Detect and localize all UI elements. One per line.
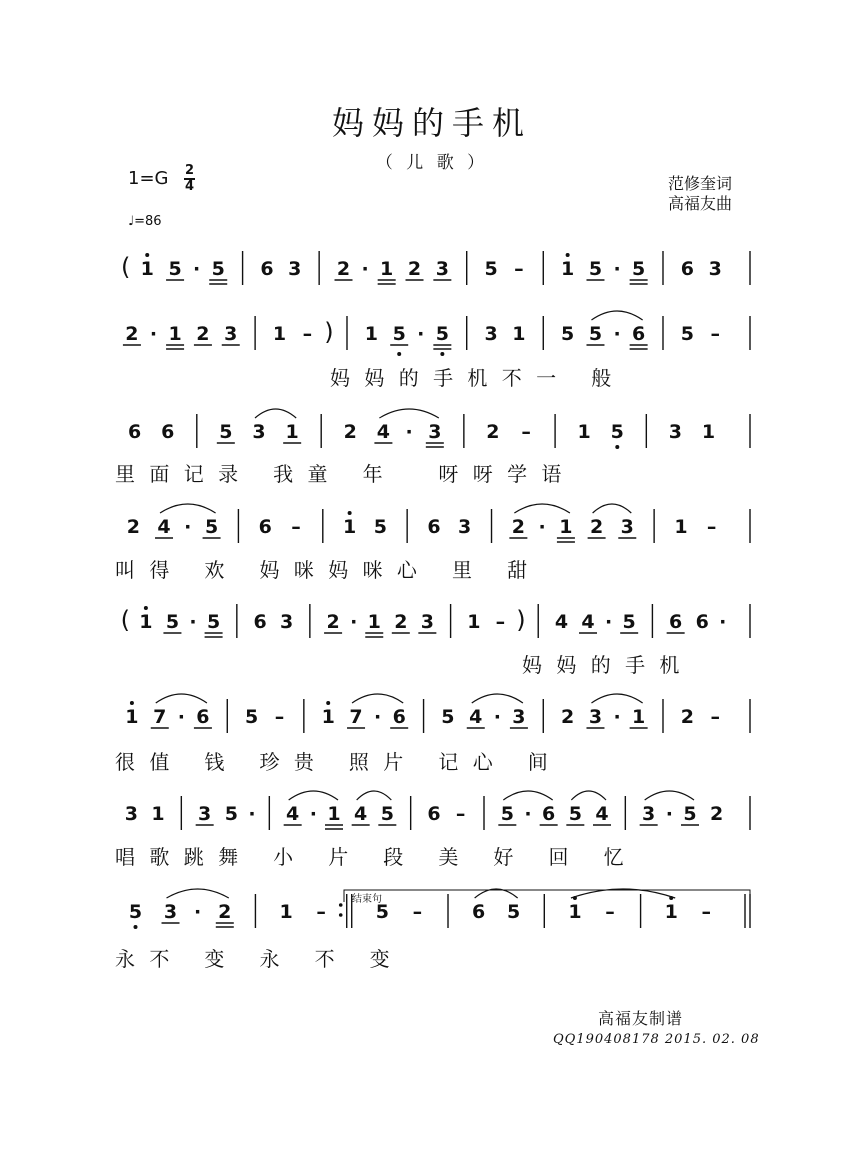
note: 5 [206, 611, 221, 633]
note: 5 [632, 258, 646, 280]
note: 3 [163, 901, 178, 923]
lyrics-line: 很 值 钱 珍 贵 照 片 记 心 间 [115, 750, 552, 774]
note: 1 [272, 323, 287, 345]
dash: – [710, 706, 720, 728]
dash: – [455, 803, 466, 825]
note: 5 [610, 421, 624, 443]
note: 2 [343, 421, 357, 443]
ending-label: 结束句 [352, 894, 382, 905]
score-row [115, 889, 750, 971]
note: 3 [435, 258, 449, 280]
note: 6 [392, 706, 406, 728]
note: 6 [632, 323, 646, 345]
octave-dot [566, 253, 570, 257]
note: 5 [128, 901, 143, 923]
note: 2 [126, 516, 140, 538]
dash: – [514, 258, 524, 280]
score-row [115, 791, 750, 869]
note: 6 [161, 421, 175, 443]
lyrics-line: 永 不 变 永 不 变 [115, 947, 394, 971]
note: 2 [680, 706, 694, 728]
dot: · [405, 421, 413, 443]
note: 4 [286, 803, 300, 825]
note: 1 [140, 258, 154, 280]
note: 6 [472, 901, 486, 923]
note: 1 [168, 323, 182, 345]
note: 2 [394, 611, 408, 633]
dash: – [291, 516, 301, 538]
note: 1 [568, 901, 582, 923]
note: 2 [710, 803, 724, 825]
note: 7 [153, 706, 167, 728]
score-row [115, 694, 750, 774]
song-subtitle: （ 儿 歌 ） [375, 153, 489, 173]
lyrics-line: 妈 妈 的 手 机 不 一 般 [330, 366, 616, 390]
dash: – [302, 323, 313, 345]
lyrics-line: 妈 妈 的 手 机 [522, 653, 684, 677]
dot: · [524, 803, 532, 825]
parenthesis: ( [120, 606, 130, 634]
repeat-dot [339, 913, 343, 917]
dot: · [149, 323, 158, 345]
score-row [115, 504, 750, 582]
time-signature-top: 2 [185, 163, 195, 178]
note: 2 [336, 258, 351, 280]
note: 5 [500, 803, 514, 825]
note: 6 [427, 516, 441, 538]
song-title: 妈妈的手机 [331, 104, 532, 142]
note: 3 [198, 803, 212, 825]
note: 3 [420, 611, 434, 633]
note: 1 [664, 901, 678, 923]
note: 5 [561, 323, 575, 345]
note: 3 [484, 323, 498, 345]
dot: · [613, 706, 621, 728]
note: 2 [589, 516, 604, 538]
slur [591, 311, 642, 320]
slur [593, 504, 632, 513]
note: 3 [280, 611, 294, 633]
dot: · [177, 706, 185, 728]
note: 2 [511, 516, 525, 538]
note: 6 [680, 258, 694, 280]
slur [379, 409, 438, 418]
note: 1 [151, 803, 165, 825]
dot: · [604, 611, 613, 633]
parenthesis: ) [516, 606, 526, 634]
note: 1 [559, 516, 573, 538]
dash: – [521, 421, 531, 443]
dot: · [719, 611, 727, 633]
note: 5 [680, 323, 694, 345]
note: 3 [668, 421, 682, 443]
note: 5 [380, 803, 394, 825]
transcriber-credit: 高福友制谱 [598, 1009, 684, 1028]
note: 2 [486, 421, 500, 443]
note: 7 [349, 706, 363, 728]
octave-dot [144, 606, 148, 610]
note: 6 [542, 803, 556, 825]
note: 1 [632, 706, 646, 728]
note: 5 [211, 258, 225, 280]
slur [514, 504, 570, 513]
note: 6 [695, 611, 709, 633]
note: 1 [285, 421, 299, 443]
note: 3 [252, 421, 266, 443]
note: 5 [484, 258, 498, 280]
note: 3 [124, 803, 138, 825]
slur [503, 791, 552, 800]
note: 5 [219, 421, 233, 443]
dot: · [538, 516, 546, 538]
slur [591, 694, 642, 703]
dot: · [374, 706, 382, 728]
tempo-marking: ♩=86 [128, 214, 162, 229]
note: 6 [253, 611, 267, 633]
note: 1 [125, 706, 139, 728]
note: 5 [204, 516, 219, 538]
key-signature: 1=G [128, 168, 169, 189]
note: 5 [622, 611, 636, 633]
dash: – [706, 516, 717, 538]
lyrics-line: 叫 得 欢 妈 咪 妈 咪 心 里 甜 [115, 558, 532, 582]
slur [472, 694, 523, 703]
dot: · [189, 611, 197, 633]
note: 5 [165, 611, 180, 633]
dot: · [184, 516, 192, 538]
note: 6 [127, 421, 142, 443]
dot: · [194, 901, 202, 923]
lyrics-line: 唱 歌 跳 舞 小 片 段 美 好 回 忆 [115, 845, 628, 869]
dash: – [605, 901, 615, 923]
note: 6 [196, 706, 210, 728]
note: 2 [561, 706, 575, 728]
dash: – [412, 901, 423, 923]
dash: – [710, 323, 720, 345]
note: 1 [674, 516, 688, 538]
note: 1 [343, 516, 357, 538]
note: 1 [139, 611, 153, 633]
note: 6 [669, 611, 683, 633]
dot: · [350, 611, 358, 633]
note: 5 [373, 516, 387, 538]
note: 5 [168, 258, 182, 280]
slur [289, 791, 338, 800]
note: 4 [554, 611, 569, 633]
octave-dot [397, 352, 401, 356]
note: 3 [288, 258, 302, 280]
note: 5 [588, 323, 603, 345]
slur [167, 889, 229, 898]
octave-dot [130, 701, 134, 705]
note: 2 [196, 323, 210, 345]
dot: · [613, 258, 621, 280]
slur [255, 409, 296, 418]
dot: · [613, 323, 621, 345]
note: 4 [376, 421, 391, 443]
ending-bracket [344, 890, 750, 905]
note: 1 [577, 421, 591, 443]
parenthesis: ) [324, 318, 334, 346]
dot: · [493, 706, 501, 728]
note: 1 [380, 258, 394, 280]
score-row [121, 604, 750, 677]
octave-dot [440, 352, 444, 356]
octave-dot [326, 701, 330, 705]
note: 3 [642, 803, 656, 825]
note: 5 [375, 901, 389, 923]
note: 6 [258, 516, 272, 538]
note: 3 [708, 258, 722, 280]
note: 1 [701, 421, 716, 443]
note: 5 [441, 706, 455, 728]
lyricist-credit: 范修奎词 [668, 174, 733, 193]
slur [357, 791, 392, 800]
dot: · [417, 323, 425, 345]
note: 5 [224, 803, 238, 825]
slur [571, 791, 606, 800]
score-row [115, 409, 750, 486]
note: 3 [428, 421, 442, 443]
score-row [123, 311, 750, 390]
note: 1 [364, 323, 378, 345]
dot: · [193, 258, 201, 280]
note: 5 [392, 323, 406, 345]
slur [352, 694, 403, 703]
note: 1 [512, 323, 526, 345]
dash: – [274, 706, 285, 728]
note: 6 [260, 258, 274, 280]
parenthesis: ( [120, 253, 131, 281]
time-signature-bottom: 4 [185, 179, 195, 194]
dash: – [316, 901, 326, 923]
note: 5 [683, 803, 697, 825]
dot: · [361, 258, 369, 280]
note: 5 [245, 706, 259, 728]
slur [160, 504, 216, 513]
lyrics-line: 里 面 记 录 我 童 年 呀 呀 学 语 [115, 462, 566, 486]
composer-credit: 高福友曲 [668, 194, 733, 213]
dot: · [665, 803, 673, 825]
note: 3 [620, 516, 634, 538]
dash: – [701, 901, 711, 923]
note: 4 [581, 611, 595, 633]
note: 5 [588, 258, 603, 280]
note: 3 [458, 516, 472, 538]
octave-dot [348, 511, 352, 515]
dot: · [309, 803, 317, 825]
note: 2 [326, 611, 340, 633]
repeat-dot [339, 903, 343, 907]
note: 6 [427, 803, 441, 825]
note: 1 [279, 901, 293, 923]
note: 1 [327, 803, 341, 825]
contact-date: QQ190408178 2015. 02. 08 [553, 1032, 760, 1047]
note: 3 [512, 706, 526, 728]
note: 2 [407, 258, 422, 280]
note: 1 [561, 258, 575, 280]
note: 3 [588, 706, 603, 728]
note: 3 [224, 323, 238, 345]
note: 1 [367, 611, 381, 633]
octave-dot [134, 925, 138, 929]
score-row [121, 251, 750, 285]
note: 1 [467, 611, 481, 633]
note: 5 [568, 803, 582, 825]
note: 1 [321, 706, 335, 728]
note: 5 [507, 901, 521, 923]
note: 4 [354, 803, 368, 825]
note: 2 [125, 323, 139, 345]
note: 5 [435, 323, 449, 345]
octave-dot [615, 445, 619, 449]
slur [156, 694, 207, 703]
note: 4 [157, 516, 171, 538]
note: 2 [218, 901, 232, 923]
slur [645, 791, 694, 800]
octave-dot [145, 253, 149, 257]
note: 4 [469, 706, 483, 728]
note: 4 [595, 803, 609, 825]
dot: · [248, 803, 256, 825]
dash: – [495, 611, 506, 633]
